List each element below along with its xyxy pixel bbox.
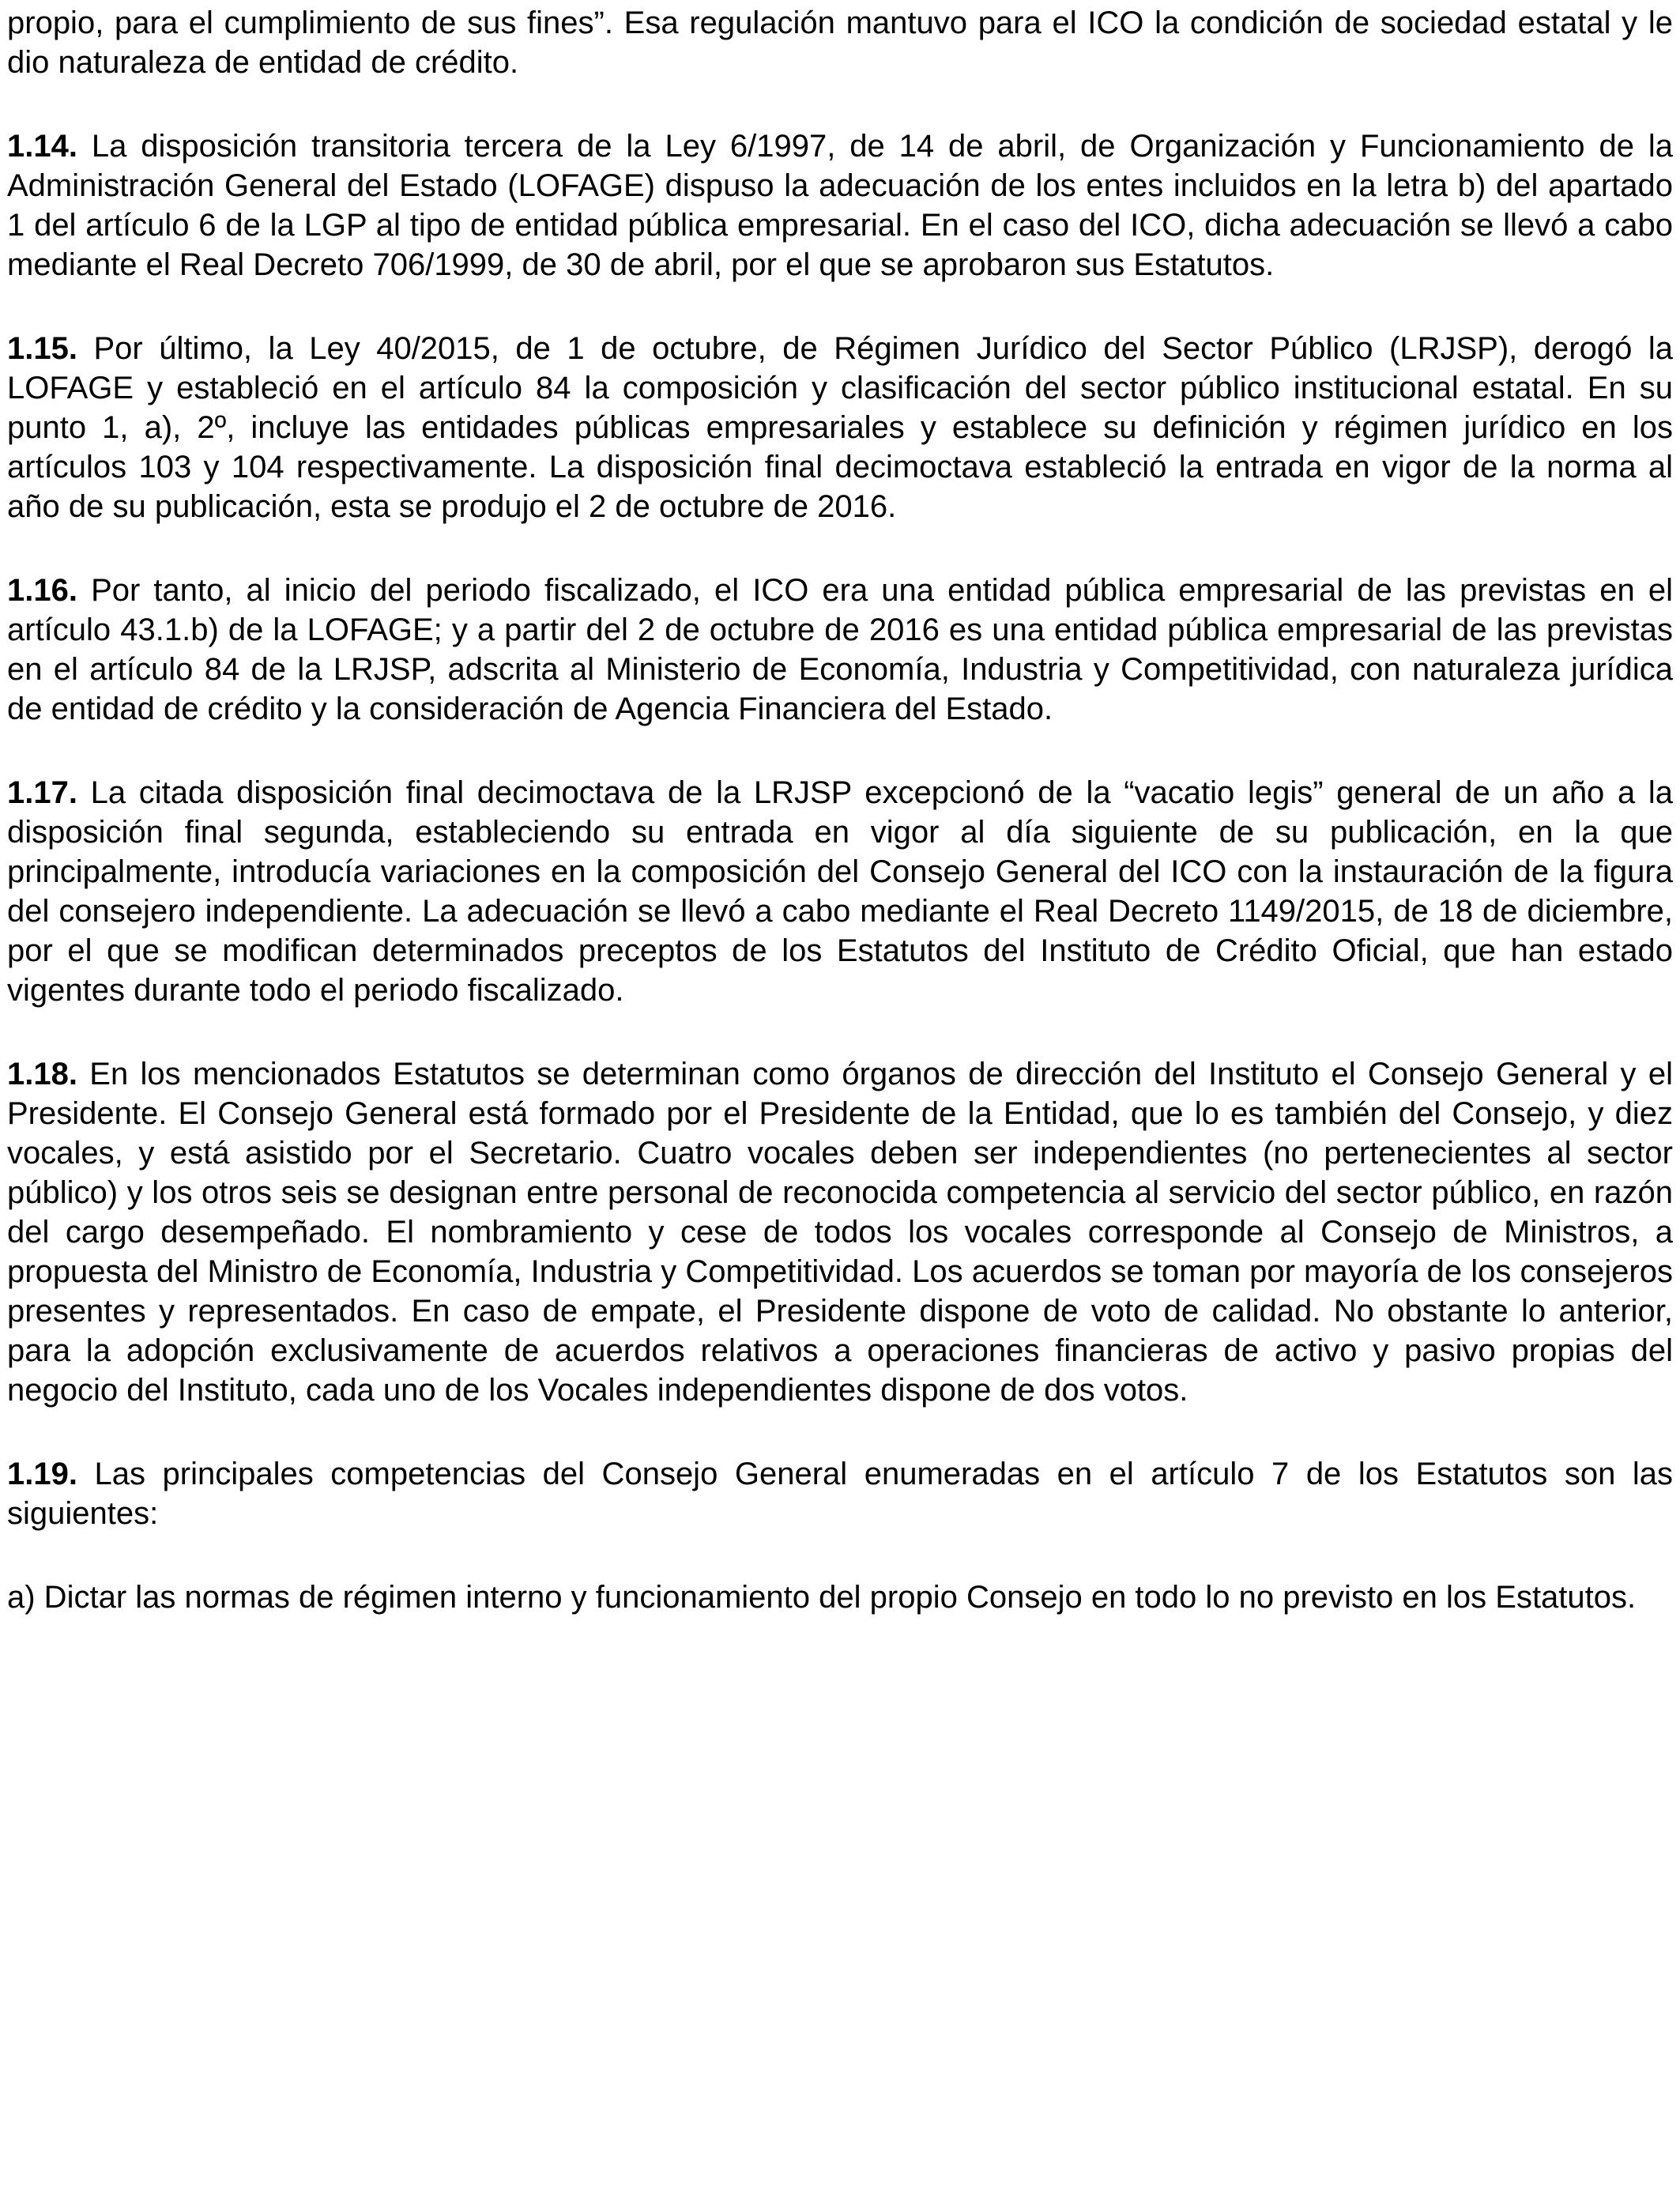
paragraph-number: 1.17. [7,775,77,810]
paragraph [7,3,1673,82]
paragraph-text: En los mencionados Estatutos se determinan como órganos de dirección del Instituto el Consejo General y el Presidente. El Consejo General está formado por el Presidente de la Entidad, que lo es también del Consejo, y diez vocales, y está asistido por el Secretario. Cuatro vocales deben ser independientes (no pertenecientes al sector público) y los otros seis se designan entre personal de reconocida competencia al servicio del sector público, en razón del cargo desempeñado. El nombramiento y cese de todos los vocales corresponde al Consejo de Ministros, a propuesta del Ministro de Economía, Industria y Competitividad. Los acuerdos se toman por mayoría de los consejeros presentes y representados. En caso de empate, el Presidente dispone de voto de calidad. No obstante lo anterior, para la adopción exclusivamente de acuerdos relativos a operaciones financieras de activo y pasivo propias del negocio del Instituto, cada uno de los Vocales independientes dispone de dos votos. [7,1057,1673,1408]
paragraph [7,329,1673,526]
paragraph-number: 1.18. [7,1057,77,1091]
paragraph-text: Por tanto, al inicio del periodo fiscalizado, el ICO era una entidad pública empresarial de las previstas en el artículo 43.1.b) de la LOFAGE; y a partir del 2 de octubre de 2016 es una entidad pública empresarial de las previstas en el artículo 84 de la LRJSP, adscrita al Ministerio de Economía, Industria y Competitividad, con naturaleza jurídica de entidad de crédito y la consideración de Agencia Financiera del Estado. [7,573,1673,726]
paragraph-number: 1.19. [7,1457,77,1491]
paragraph [7,1054,1673,1410]
paragraph [7,1578,1673,1617]
paragraph-text: a) Dictar las normas de régimen interno y funcionamiento del propio Consejo en todo lo no previsto en los Estatutos. [7,1580,1637,1615]
paragraph-number: 1.15. [7,331,77,366]
paragraph-text: La citada disposición final decimoctava de la LRJSP excepcionó de la “vacatio legis” general de un año a la disposición final segunda, estableciendo su entrada en vigor al día siguiente de su publicación, en la que principalmente, introducía variaciones en la composición del Consejo General del ICO con la instauración de la figura del consejero independiente. La adecuación se llevó a cabo mediante el Real Decreto 1149/2015, de 18 de diciembre, por el que se modifican determinados preceptos de los Estatutos del Instituto de Crédito Oficial, que han estado vigentes durante todo el periodo fiscalizado. [7,775,1673,1008]
paragraph-text: propio, para el cumplimiento de sus fines”. Esa regulación mantuvo para el ICO la condición de sociedad estatal y le dio naturaleza de entidad de crédito. [7,6,1673,80]
paragraph-text: La disposición transitoria tercera de la Ley 6/1997, de 14 de abril, de Organización y Funcionamiento de la Administración General del Estado (LOFAGE) dispuso la adecuación de los entes incluidos en la letra b) del apartado 1 del artículo 6 de la LGP al tipo de entidad pública empresarial. En el caso del ICO, dicha adecuación se llevó a cabo mediante el Real Decreto 706/1999, de 30 de abril, por el que se aprobaron sus Estatutos. [7,129,1673,282]
paragraph-number: 1.16. [7,573,77,608]
paragraph [7,126,1673,285]
paragraph [7,571,1673,729]
paragraph-number: 1.14. [7,129,77,164]
paragraph-text: Por último, la Ley 40/2015, de 1 de octubre, de Régimen Jurídico del Sector Público (LRJSP), derogó la LOFAGE y estableció en el artículo 84 la composición y clasificación del sector público institucional estatal. En su punto 1, a), 2º, incluye las entidades públicas empresariales y establece su definición y régimen jurídico en los artículos 103 y 104 respectivamente. La disposición final decimoctava estableció la entrada en vigor de la norma al año de su publicación, esta se produjo el 2 de octubre de 2016. [7,331,1673,524]
paragraph [7,773,1673,1010]
paragraph [7,1454,1673,1533]
paragraph-text: Las principales competencias del Consejo General enumeradas en el artículo 7 de los Estatutos son las siguientes: [7,1457,1673,1531]
